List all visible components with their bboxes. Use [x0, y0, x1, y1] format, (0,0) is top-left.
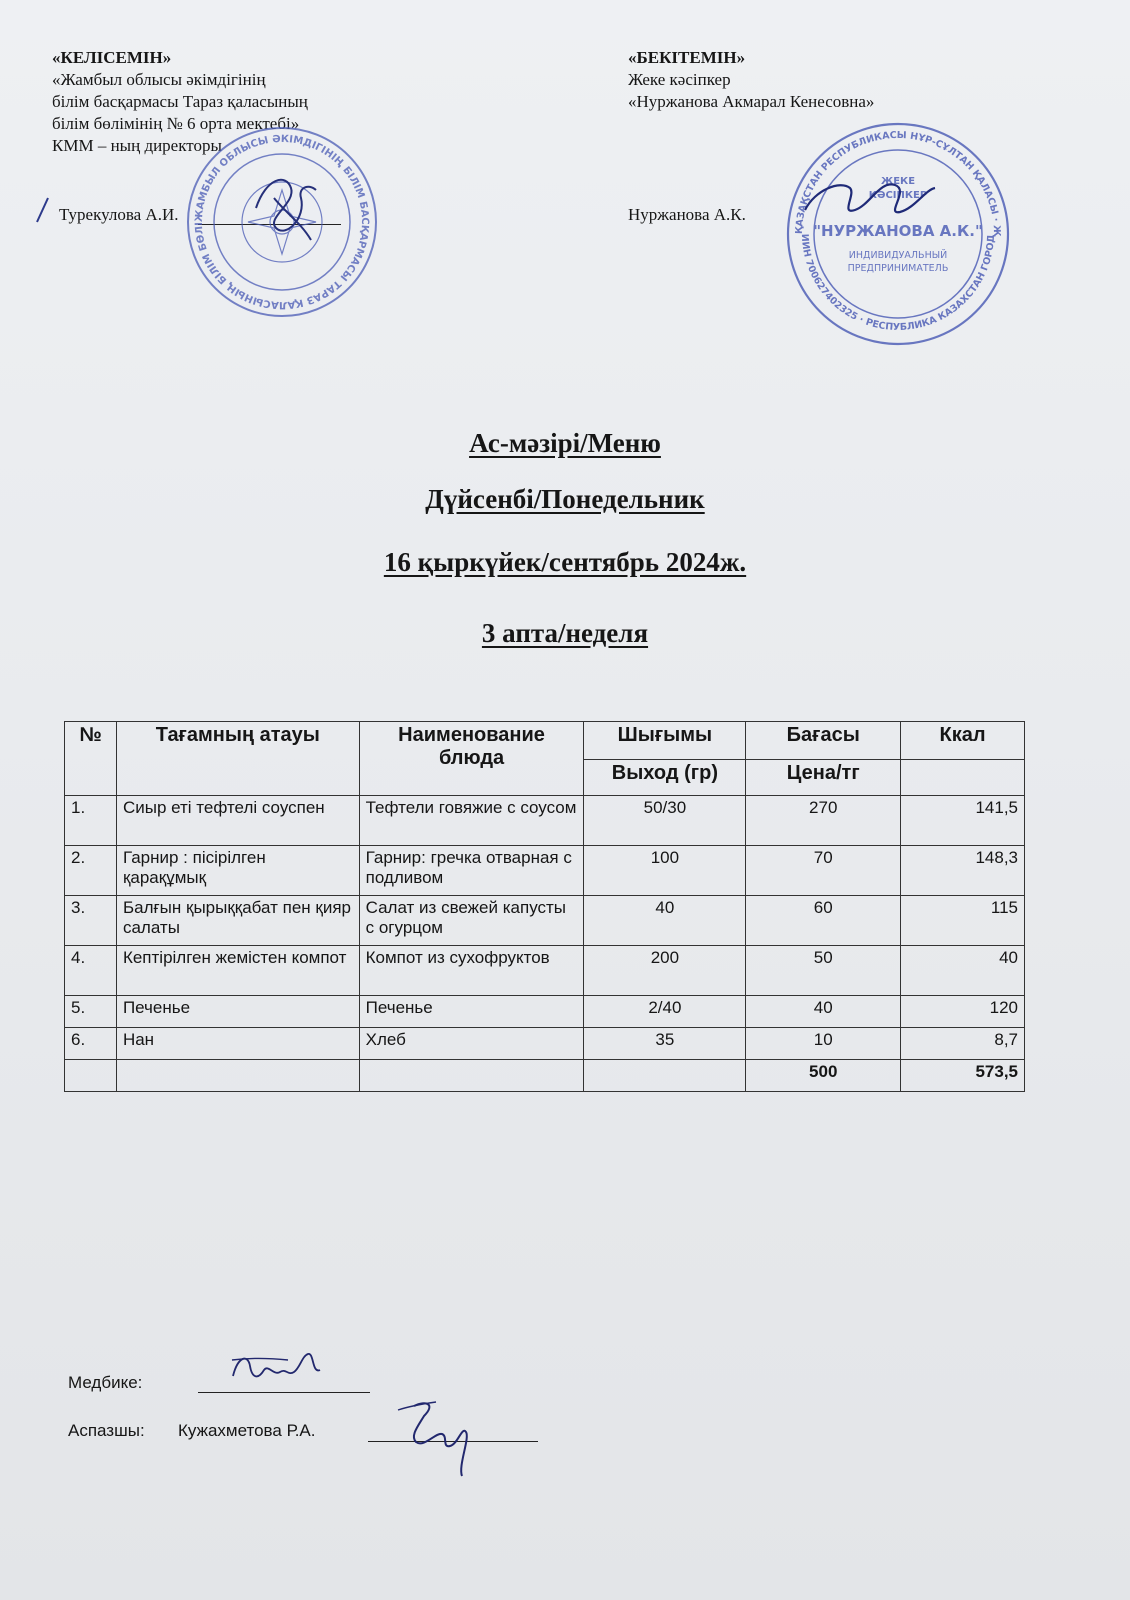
stamp-line-4: ПРЕДПРИНИМАТЕЛЬ [847, 263, 949, 274]
stamp-center-name: "НУРЖАНОВА А.К." [813, 222, 983, 240]
row-kcal: 8,7 [901, 1028, 1025, 1060]
header-price-ru: Цена/тг [746, 760, 901, 796]
menu-table [64, 721, 1025, 1092]
approval-left-line-3: білім бөлімінің № 6 орта мектебі» [52, 114, 300, 133]
stamp-ring-top-text: ҚАЗАҚСТАН РЕСПУБЛИКАСЫ НҰР-СҰЛТАН ҚАЛАСЫ · Ж [793, 129, 1003, 237]
nurse-label: Медбике: [68, 1373, 143, 1392]
header-price-kz: Бағасы [746, 722, 901, 760]
total-price: 500 [746, 1060, 901, 1092]
left-handwritten-signature [246, 168, 326, 253]
approval-left-line-4: КММ – ның директоры [52, 136, 222, 155]
row-kcal: 148,3 [901, 846, 1025, 896]
entrepreneur-round-stamp [782, 118, 1014, 355]
table-header-row [65, 722, 1025, 760]
row-dish-kz: Печенье [116, 996, 359, 1028]
table-row [65, 1028, 1025, 1060]
approval-left-heading: «КЕЛІСЕМІН» [52, 48, 172, 67]
row-output: 100 [584, 846, 746, 896]
row-dish-ru: Тефтели говяжие с соусом [359, 796, 584, 846]
row-kcal: 40 [901, 946, 1025, 996]
row-price: 60 [746, 896, 901, 946]
approval-left-line-2: білім басқармасы Тараз қаласының [52, 92, 308, 111]
row-dish-ru: Печенье [359, 996, 584, 1028]
row-price: 40 [746, 996, 901, 1028]
row-number: 5. [65, 996, 117, 1028]
stamp-line-3: ИНДИВИДУАЛЬНЫЙ [848, 250, 948, 261]
row-output: 35 [584, 1028, 746, 1060]
row-output: 50/30 [584, 796, 746, 846]
row-dish-kz: Балғын қырыққабат пен қияр салаты [116, 896, 359, 946]
total-empty-cell [359, 1060, 584, 1092]
row-dish-kz: Кептірілген жемістен компот [116, 946, 359, 996]
total-empty-cell [116, 1060, 359, 1092]
stamp-line-2: КӘСІПКЕР [868, 190, 928, 201]
total-kcal: 573,5 [901, 1060, 1025, 1092]
right-signer-name: Нуржанова А.К. [628, 205, 746, 224]
approval-right-line-2: «Нуржанова Акмарал Кенесовна» [628, 92, 875, 111]
cook-label: Аспазшы: [68, 1421, 145, 1440]
row-number: 6. [65, 1028, 117, 1060]
right-handwritten-signature [800, 170, 940, 235]
header-dish-kz: Тағамның атауы [116, 722, 359, 796]
header-dish-ru: Наименование блюда [359, 722, 584, 796]
row-dish-ru: Салат из свежей капусты с огурцом [359, 896, 584, 946]
title-date: 16 қыркүйек/сентябрь 2024ж. [383, 547, 747, 577]
table-row [65, 996, 1025, 1028]
title-menu: Ас-мәзірі/Меню [469, 428, 661, 458]
nurse-handwritten-signature [228, 1346, 328, 1397]
row-price: 70 [746, 846, 901, 896]
row-kcal: 141,5 [901, 796, 1025, 846]
table-total-row [65, 1060, 1025, 1092]
row-dish-ru: Гарнир: гречка отварная с подливом [359, 846, 584, 896]
approval-right-heading: «БЕКІТЕМІН» [628, 48, 746, 67]
row-kcal: 115 [901, 896, 1025, 946]
header-output-ru: Выход (гр) [584, 760, 746, 796]
row-kcal: 120 [901, 996, 1025, 1028]
left-signer-name: Турекулова А.И. [59, 205, 179, 224]
row-dish-kz: Гарнир : пісірілген қарақұмық [116, 846, 359, 896]
row-number: 1. [65, 796, 117, 846]
school-stamp-ring-text: ЖАМБЫЛ ОБЛЫСЫ ӘКІМДІГІНІҢ БІЛІМ БАСҚАРМАСЫ ТАРАЗ ҚАЛАСЫНЫҢ БІЛІМ БӨЛІ [193, 133, 371, 311]
row-price: 10 [746, 1028, 901, 1060]
header-kcal-empty [901, 760, 1025, 796]
row-dish-kz: Сиыр еті тефтелі соуспен [116, 796, 359, 846]
row-price: 50 [746, 946, 901, 996]
row-number: 2. [65, 846, 117, 896]
row-output: 2/40 [584, 996, 746, 1028]
row-output: 40 [584, 896, 746, 946]
row-output: 200 [584, 946, 746, 996]
cook-name: Кужахметова Р.А. [178, 1421, 316, 1440]
header-kcal: Ккал [901, 722, 1025, 760]
title-week: 3 апта/неделя [481, 618, 649, 648]
approval-left-line-1: «Жамбыл облысы әкімдігінің [52, 70, 266, 89]
header-output-kz: Шығымы [584, 722, 746, 760]
table-row [65, 946, 1025, 996]
table-row [65, 896, 1025, 946]
title-weekday: Дүйсенбі/Понедельник [425, 484, 705, 514]
check-mark [34, 196, 50, 229]
approval-right-block [628, 47, 874, 113]
row-number: 4. [65, 946, 117, 996]
row-dish-kz: Нан [116, 1028, 359, 1060]
stamp-ring-bottom-text: ИИН 700627402325 · РЕСПУБЛИКА КАЗАХСТАН ГОРОД [798, 233, 998, 334]
cook-handwritten-signature [396, 1396, 496, 1491]
table-row [65, 846, 1025, 896]
row-number: 3. [65, 896, 117, 946]
row-dish-ru: Хлеб [359, 1028, 584, 1060]
row-price: 270 [746, 796, 901, 846]
table-row [65, 796, 1025, 846]
total-empty-cell [584, 1060, 746, 1092]
approval-right-line-1: Жеке кәсіпкер [628, 70, 731, 89]
header-number: № [65, 722, 117, 796]
total-empty-cell [65, 1060, 117, 1092]
stamp-line-1: ЖЕКЕ [880, 176, 916, 187]
row-dish-ru: Компот из сухофруктов [359, 946, 584, 996]
